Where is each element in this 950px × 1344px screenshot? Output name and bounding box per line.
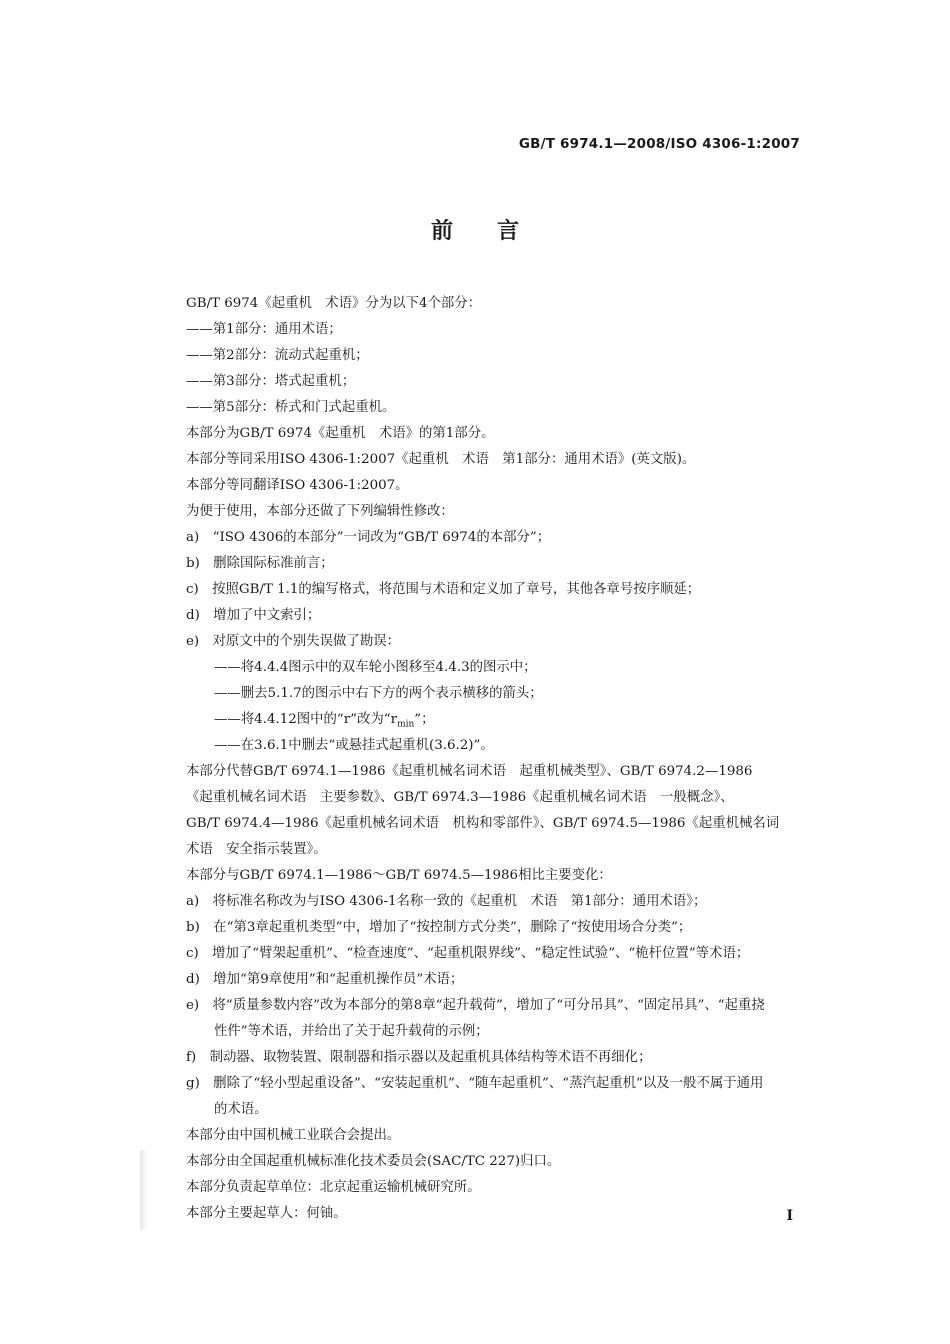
list-item-continuation: 性件”等术语，并给出了关于起升载荷的示例； — [214, 1024, 489, 1039]
list-item: d) 增加“第9章使用”和“起重机操作员”术语； — [186, 972, 464, 987]
text-line: 本部分代替GB/T 6974.1—1986《起重机械名词术语 起重机械类型》、GB/T 6974.2—1986 — [186, 764, 753, 779]
text-line: ——第3部分：塔式起重机； — [186, 374, 356, 389]
rmin-line-tail: ”； — [414, 712, 435, 727]
page-title: 前言 — [430, 219, 563, 244]
text-line: 《起重机械名词术语 主要参数》、GB/T 6974.3—1986《起重机械名词术语 一般概念》、 — [186, 790, 734, 805]
text-line: 本部分等同翻译ISO 4306-1:2007。 — [186, 478, 409, 493]
text-line: GB/T 6974.4—1986《起重机械名词术语 机构和零部件》、GB/T 6974.5—1986《起重机械名词 — [186, 816, 780, 831]
rmin-line-text: ——将4.4.12图中的“r”改为“r — [214, 712, 398, 727]
list-item: c) 按照GB/T 1.1的编写格式，将范围与术语和定义加了章号，其他各章号按序顺延； — [186, 582, 701, 597]
text-line: 本部分主要起草人：何铀。 — [186, 1206, 347, 1221]
page-number: I — [786, 1208, 793, 1224]
text-line: ——第1部分：通用术语； — [186, 322, 342, 337]
text-line: 术语 安全指示装置》。 — [186, 842, 327, 857]
text-line: ——第2部分：流动式起重机； — [186, 348, 369, 363]
text-line: GB/T 6974《起重机 术语》分为以下4个部分： — [186, 296, 482, 311]
list-item: f) 制动器、取物装置、限制器和指示器以及起重机具体结构等术语不再细化； — [186, 1050, 652, 1065]
rmin-subscript: min — [397, 719, 415, 730]
list-item: g) 删除了“轻小型起重设备”、“安装起重机”、“随车起重机”、“蒸汽起重机”以及一般不属于通用 — [186, 1076, 764, 1091]
list-item: a) “ISO 4306的本部分”一词改为“GB/T 6974的本部分”； — [186, 530, 551, 545]
list-item: d) 增加了中文索引； — [186, 608, 321, 623]
sub-list-item: ——在3.6.1中删去“或悬挂式起重机(3.6.2)”。 — [214, 738, 494, 753]
list-item: b) 删除国际标准前言； — [186, 556, 334, 571]
text-line: ——第5部分：桥式和门式起重机。 — [186, 400, 396, 415]
list-item: c) 增加了“臂架起重机”、“检查速度”、“起重机限界线”、“稳定性试验”、“桅杆位置”等术语； — [186, 946, 750, 961]
list-item: e) 将“质量参数内容”改为本部分的第8章“起升载荷”，增加了“可分吊具”、“固定吊具”、“起重挠 — [186, 998, 765, 1013]
text-line: 为便于使用，本部分还做了下列编辑性修改： — [186, 504, 454, 519]
list-item: b) 在“第3章起重机类型”中，增加了“按控制方式分类”，删除了“按使用场合分类”； — [186, 920, 692, 935]
list-item-continuation: 的术语。 — [214, 1102, 268, 1117]
standard-code: GB/T 6974.1—2008/ISO 4306-1:2007 — [518, 136, 800, 152]
text-line: 本部分等同采用ISO 4306-1:2007《起重机 术语 第1部分：通用术语》(英文版)。 — [186, 452, 696, 467]
text-line: 本部分与GB/T 6974.1—1986～GB/T 6974.5—1986相比主要变化： — [186, 868, 612, 883]
text-line: 本部分由全国起重机械标准化技术委员会(SAC/TC 227)归口。 — [186, 1154, 561, 1169]
list-item: e) 对原文中的个别失误做了勘误： — [186, 634, 401, 649]
sub-list-item: ——删去5.1.7的图示中右下方的两个表示横移的箭头； — [214, 686, 543, 701]
list-item: a) 将标准名称改为与ISO 4306-1名称一致的《起重机 术语 第1部分：通用术语》； — [186, 894, 707, 909]
text-line: 本部分负责起草单位：北京起重运输机械研究所。 — [186, 1180, 481, 1195]
sub-list-item: ——将4.4.4图示中的双车轮小图移至4.4.3的图示中； — [214, 660, 537, 675]
sub-list-item — [214, 710, 435, 735]
scan-edge-shadow — [140, 1150, 148, 1230]
text-line: 本部分为GB/T 6974《起重机 术语》的第1部分。 — [186, 426, 495, 441]
text-line: 本部分由中国机械工业联合会提出。 — [186, 1128, 401, 1143]
